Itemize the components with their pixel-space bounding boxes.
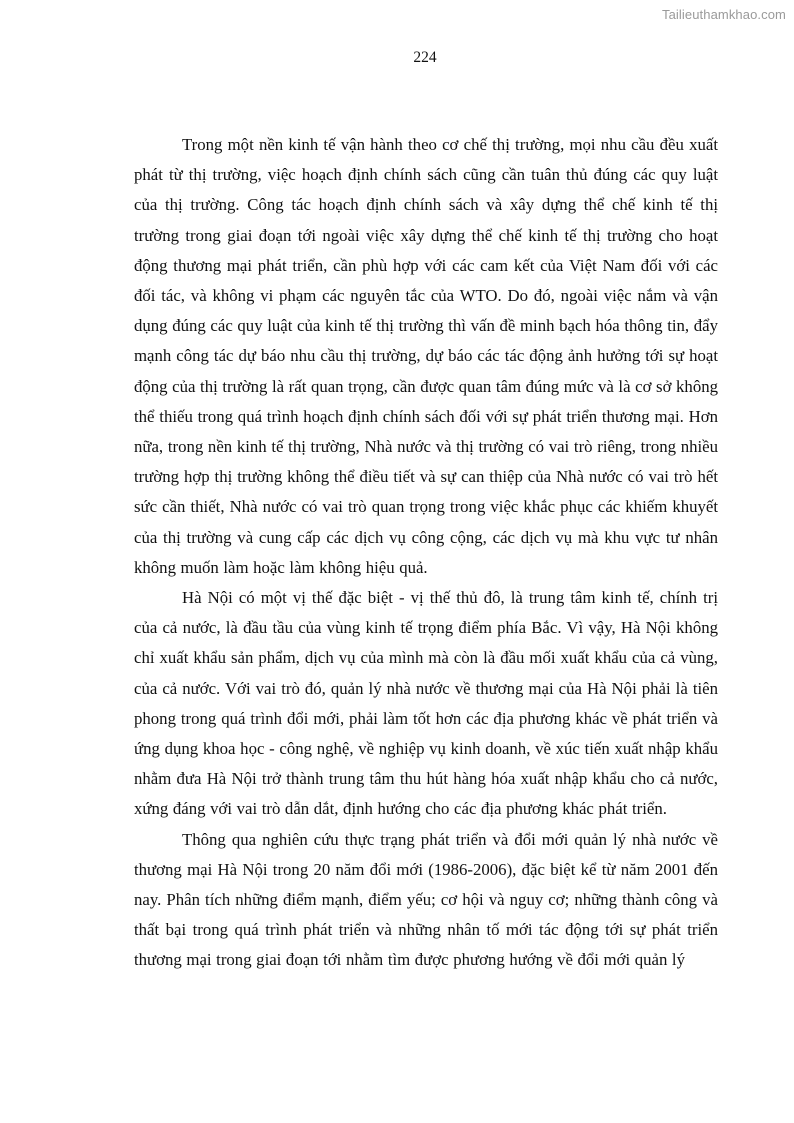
paragraph: Thông qua nghiên cứu thực trạng phát triển và đổi mới quản lý nhà nước về thương mại Hà Nội trong 20 năm đổi mới (1986-2006), đặc biệt kể từ năm 2001 đến nay. Phân tích những điểm mạnh, điểm yếu; cơ hội và nguy cơ; những thành công và thất bại trong quá trình phát triển và những nhân tố mới tác động tới sự phát triển thương mại trong giai đoạn tới nhằm tìm được phương hướng về đổi mới quản lý bbox=[134, 829, 718, 970]
paragraph: Hà Nội có một vị thế đặc biệt - vị thế thủ đô, là trung tâm kinh tế, chính trị của cả nước, là đầu tầu của vùng kinh tế trọng điểm phía Bắc. Vì vậy, Hà Nội không chỉ xuất khẩu sản phẩm, dịch vụ của mình mà còn là đầu mối xuất khẩu của cả vùng, của cả nước. Với vai trò đó, quản lý nhà nước về thương mại của Hà Nội phải là tiên phong trong quá trình đổi mới, phải làm tốt hơn các địa phương khác về phát triển và ứng dụng khoa học - công nghệ, về nghiệp vụ kinh doanh, về xúc tiến xuất nhập khẩu nhằm đưa Hà Nội trở thành trung tâm thu hút hàng hóa xuất nhập khẩu cho cả nước, xứng đáng với vai trò dẫn dắt, định hướng cho các địa phương khác phát triển. bbox=[134, 588, 718, 819]
document-body bbox=[134, 130, 718, 976]
paragraph: Trong một nền kinh tế vận hành theo cơ chế thị trường, mọi nhu cầu đều xuất phát từ thị trường, việc hoạch định chính sách cũng cần tuân thủ đúng các quy luật của thị trường. Công tác hoạch định chính sách và xây dựng thể chế kinh tế thị trường trong giai đoạn tới ngoài việc xây dựng thể chế kinh tế thị trường cho hoạt động thương mại phát triển, cần phù hợp với các cam kết của Việt Nam đối với các đối tác, và không vi phạm các nguyên tắc của WTO. Do đó, ngoài việc nắm và vận dụng đúng các quy luật của kinh tế thị trường thì vấn đề minh bạch hóa thông tin, đẩy mạnh công tác dự báo nhu cầu thị trường, dự báo các tác động ảnh hưởng tới sự hoạt động của thị trường là rất quan trọng, cần được quan tâm đúng mức và là cơ sở không thể thiếu trong quá trình hoạch định chính sách đối với sự phát triển thương mại. Hơn nữa, trong nền kinh tế thị trường, Nhà nước và thị trường có vai trò riêng, trong nhiều trường hợp thị trường không thể điều tiết và sự can thiệp của Nhà nước có vai trò hết sức cần thiết, Nhà nước có vai trò quan trọng trong việc khắc phục các khiếm khuyết của thị trường và cung cấp các dịch vụ công cộng, các dịch vụ mà khu vực tư nhân không muốn làm hoặc làm không hiệu quả. bbox=[134, 135, 718, 577]
page-number: 224 bbox=[413, 49, 437, 66]
watermark: Tailieuthamkhao.com bbox=[661, 7, 786, 22]
